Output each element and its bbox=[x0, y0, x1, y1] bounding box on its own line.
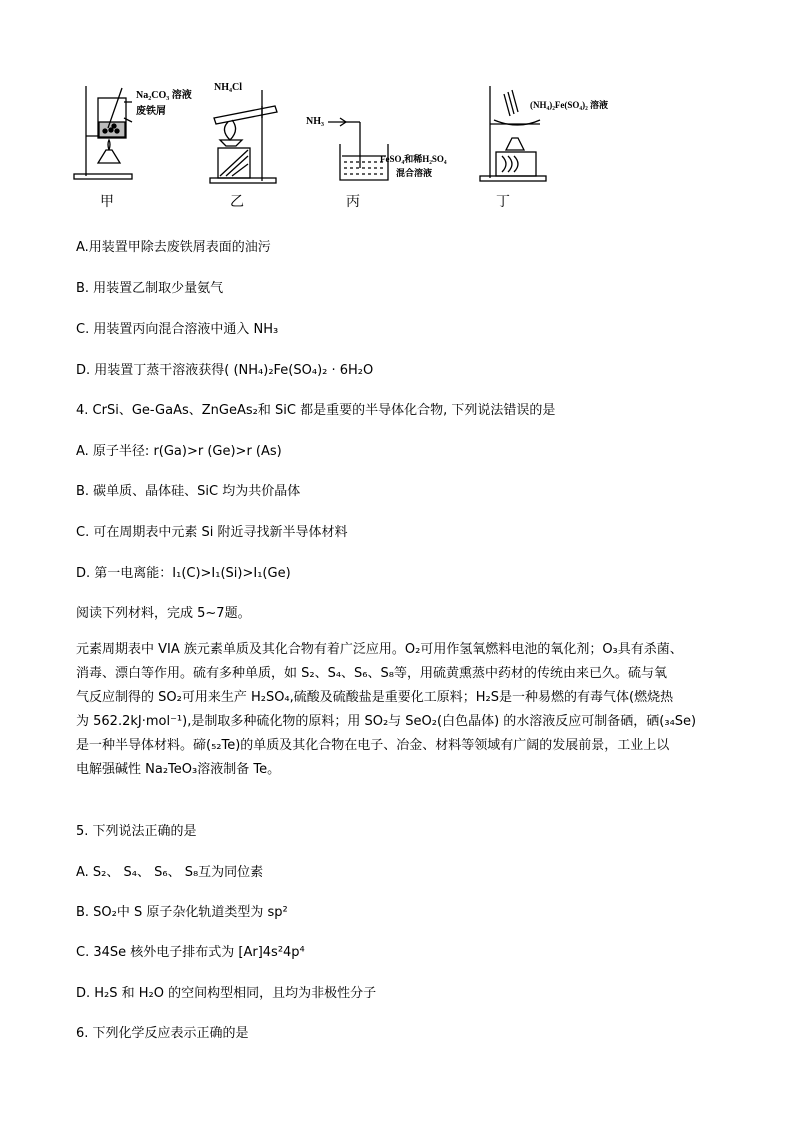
q3-option-a: A.用装置甲除去废铁屑表面的油污 bbox=[76, 240, 271, 255]
q3-option-b: B. 用装置乙制取少量氨气 bbox=[76, 281, 224, 296]
apparatus-jia bbox=[74, 86, 132, 179]
caption-jia: 甲 bbox=[100, 194, 114, 210]
material-line: 为 562.2kJ·mol⁻¹),是制取多种硫化物的原料；用 SO₂与 SeO₂(白色晶体) 的水溶液反应可制备硒，硒(₃₄Se) bbox=[76, 714, 697, 729]
apparatus-yi bbox=[210, 90, 277, 183]
label-feso4: FeSO₄和稀H₂SO₄ bbox=[380, 154, 447, 164]
label-nh4cl: NH₄Cl bbox=[214, 82, 242, 93]
material-line: 消毒、漂白等作用。硫有多种单质，如 S₂、S₄、S₆、S₈等，用硫黄熏蒸中药材的传统由来已久。硫与氧 bbox=[76, 666, 667, 681]
label-nh3: NH₃ bbox=[306, 116, 324, 127]
apparatus-bing bbox=[328, 118, 388, 180]
caption-bing: 丙 bbox=[346, 194, 360, 210]
apparatus-figure bbox=[70, 78, 609, 218]
q4-stem: 4. CrSi、Ge-GaAs、ZnGeAs₂和 SiC 都是重要的半导体化合物, 下列说法错误的是 bbox=[76, 403, 556, 418]
label-scrap-iron: 废铁屑 bbox=[136, 106, 166, 117]
q5-option-a: A. S₂、 S₄、 S₆、 S₈互为同位素 bbox=[76, 865, 264, 880]
caption-ding: 丁 bbox=[496, 194, 510, 210]
material-line: 是一种半导体材料。碲(₅₂Te)的单质及其化合物在电子、冶金、材料等领域有广阔的发展前景，工业上以 bbox=[76, 738, 670, 753]
label-mixed-solution: 混合溶液 bbox=[396, 168, 433, 178]
material-paragraph bbox=[76, 638, 726, 782]
label-na2co3: Na₂CO₃ 溶液 bbox=[136, 90, 192, 101]
material-line: 电解强碱性 Na₂TeO₃溶液制备 Te。 bbox=[76, 762, 281, 777]
q4-option-d: D. 第一电离能：I₁(C)>I₁(Si)>I₁(Ge) bbox=[76, 566, 291, 581]
q4-option-b: B. 碳单质、晶体硅、SiC 均为共价晶体 bbox=[76, 484, 301, 499]
material-line: 元素周期表中 VIA 族元素单质及其化合物有着广泛应用。O₂可用作氢氧燃料电池的氧化剂；O₃具有杀菌、 bbox=[76, 642, 683, 657]
caption-yi: 乙 bbox=[230, 194, 244, 210]
q4-option-a: A. 原子半径: r(Ga)>r (Ge)>r (As) bbox=[76, 444, 282, 459]
q5-option-d: D. H₂S 和 H₂O 的空间构型相同，且均为非极性分子 bbox=[76, 986, 377, 1001]
q3-option-d: D. 用装置丁蒸干溶液获得( (NH₄)₂Fe(SO₄)₂ · 6H₂O bbox=[76, 363, 374, 378]
q5-option-b: B. SO₂中 S 原子杂化轨道类型为 sp² bbox=[76, 905, 288, 920]
reading-intro: 阅读下列材料，完成 5~7题。 bbox=[76, 606, 251, 621]
q5-stem: 5. 下列说法正确的是 bbox=[76, 824, 197, 839]
label-ammonium-iron-sulfate: (NH₄)₂Fe(SO₄)₂ 溶液 bbox=[530, 100, 609, 110]
q4-option-c: C. 可在周期表中元素 Si 附近寻找新半导体材料 bbox=[76, 525, 348, 540]
material-line: 气反应制得的 SO₂可用来生产 H₂SO₄,硫酸及硫酸盐是重要化工原料；H₂S是一种易燃的有毒气体(燃烧热 bbox=[76, 690, 674, 705]
q6-stem: 6. 下列化学反应表示正确的是 bbox=[76, 1026, 249, 1041]
q3-option-c: C. 用装置丙向混合溶液中通入 NH₃ bbox=[76, 322, 279, 337]
q5-option-c: C. 34Se 核外电子排布式为 [Ar]4s²4p⁴ bbox=[76, 945, 305, 960]
